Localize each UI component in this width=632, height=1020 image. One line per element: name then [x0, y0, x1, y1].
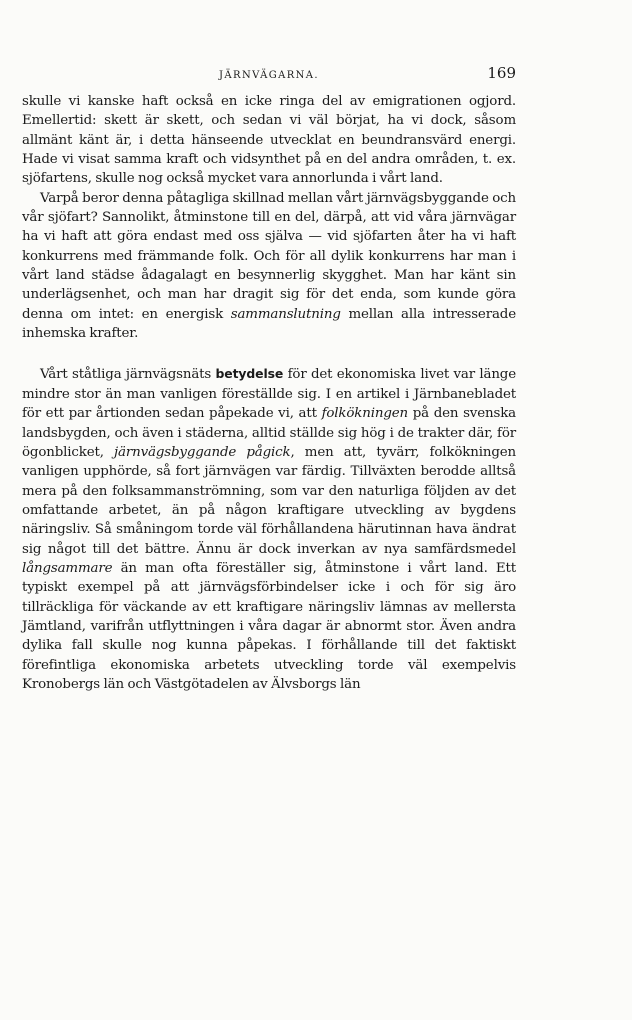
- paragraph-text: än man ofta föreställer sig, åtminstone i vårt land. Ett typiskt exempel på att järnvägsförbindelser icke i och för sig äro tillräckliga för väckande av ett kraftigare näringsliv lämnas av mellersta Jämtland, varifrån utflyttningen i våra dagar är abnormt stor. Även andra dylika fall skulle nog kunna påpekas. I förhållande till det faktiskt förefintliga ekonomiska arbetets utveckling torde väl exempelvis Kronobergs län och Västgötadelen av Älvsborgs län: [22, 560, 516, 692]
- emphasis-langsammare: långsammare: [22, 560, 113, 576]
- paragraph-text: för det ekonomiska livet var länge mindre stor än man vanligen föreställde sig. I en artikel i Järnbanebladet för ett par årtionden sedan påpekade vi, att: [22, 367, 516, 422]
- paragraph-text: Varpå beror denna påtagliga skillnad mellan vårt järnvägsbyggande och vår sjöfart? Sannolikt, åtminstone till en del, därpå, att vid våra järnvägar ha vi haft att göra endast med oss själva — vid sjöfarten åter ha vi haft konkurrens med främmande folk. Och för all dylik konkurrens har man i vårt land städse ådagalagt en besynnerlig skygghet. Man har känt sin underlägsenhet, och man har dragit sig för det enda, som kunde göra denna om intet: en energisk: [22, 190, 516, 322]
- page-number: 169: [487, 64, 516, 82]
- book-page: [22, 62, 516, 694]
- paragraph-text: på den svenska landsbygden, och även i städerna, alltid ställde sig hög i de trakter där, för ögonblicket,: [22, 406, 516, 460]
- emphasis-sammanslutning: sammanslutning: [230, 306, 341, 322]
- paragraph-text: , men att, tyvärr, folkökningen vanligen upphörde, så fort järnvägen var färdig. Tillväxten berodde alltså mera på den folksammanströmning, som var den naturliga följden av det omfattande arbetet, än på någon kraftigare utveckling av bygdens näringsliv. Så småningom torde väl förhållandena härutinnan hava ändrat sig något till det bättre. Ännu är dock inverkan av nya samfärdsmedel: [22, 444, 516, 557]
- emphasis-betydelse: betydelse: [215, 366, 284, 382]
- paragraph-1: [22, 92, 516, 189]
- running-title: JÄRNVÄGARNA.: [219, 70, 319, 81]
- paragraph-text: mellan alla intresserade inhemska krafter.: [22, 306, 516, 342]
- paragraph-text: Vårt ståtliga järnvägsnäts: [40, 367, 216, 383]
- emphasis-folkokningen: folkökningen: [321, 406, 409, 422]
- paragraph-3: [22, 364, 516, 694]
- running-head: [22, 62, 516, 92]
- paragraph-text: skulle vi kanske haft också en icke ringa del av emigrationen ogjord. Emellertid: skett är skett, och sedan vi väl börjat, ha vi dock, såsom allmänt känt är, i detta hänseende utvecklat en beundransvärd energi. Hade vi visat samma kraft och vidsynthet på en del andra områden, t. ex. sjöfartens, skulle nog också mycket vara annorlunda i vårt land.: [22, 94, 516, 187]
- emphasis-jarnvagsbyggande: järnvägsbyggande pågick: [114, 444, 291, 460]
- paragraph-2: [22, 189, 516, 344]
